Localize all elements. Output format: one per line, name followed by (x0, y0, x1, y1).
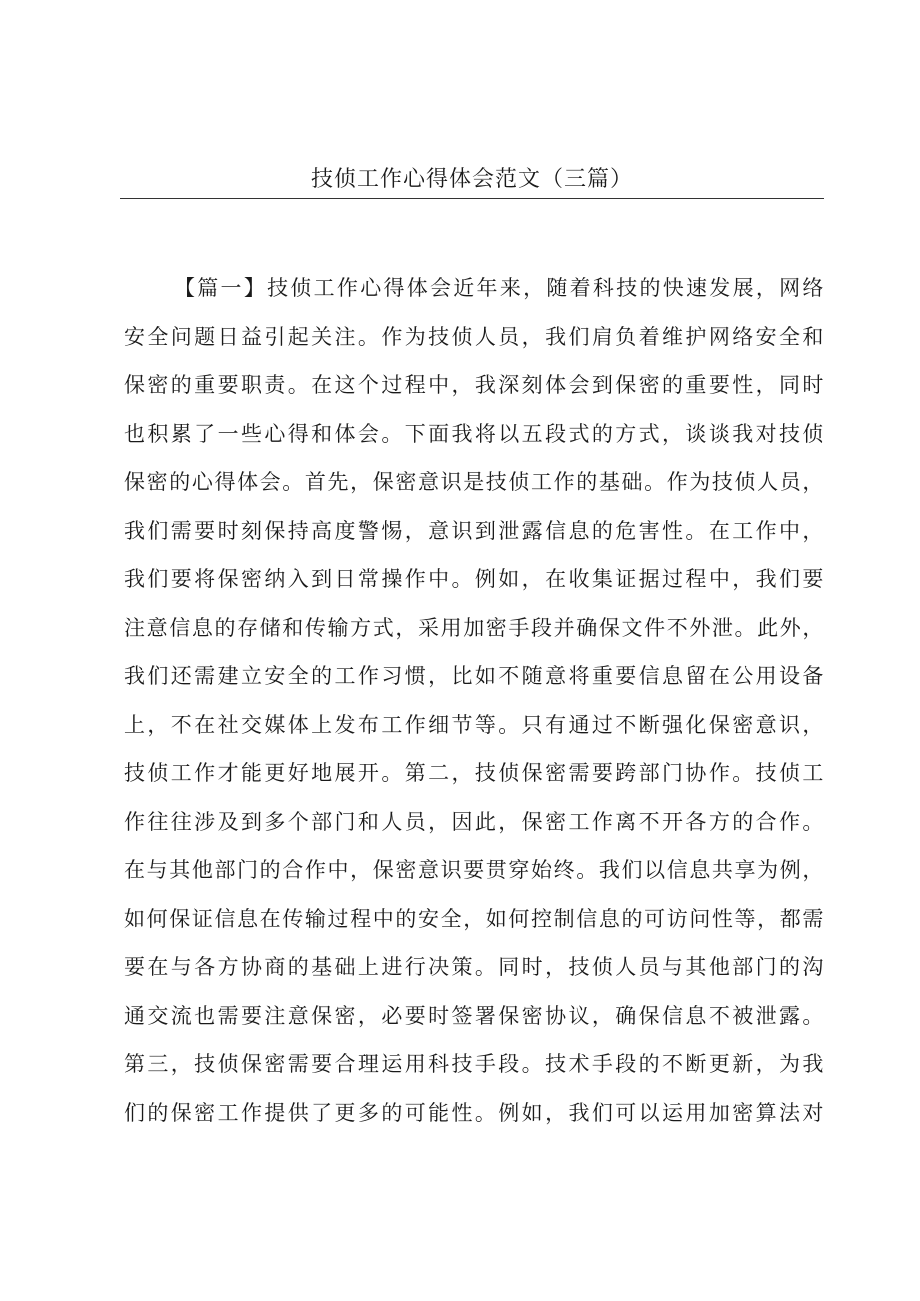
body-line: 也积累了一些心得和体会。下面我将以五段式的方式，谈谈我对技侦 (124, 421, 824, 446)
body-line: 【篇一】技侦工作心得体会近年来，随着科技的快速发展，网络 (174, 276, 824, 300)
body-line: 安全问题日益引起关注。作为技侦人员，我们肩负着维护网络安全和 (124, 324, 824, 349)
body-line: 们的保密工作提供了更多的可能性。例如，我们可以运用加密算法对 (124, 1100, 824, 1125)
document-body (124, 264, 824, 1137)
body-line: 上，不在社交媒体上发布工作细节等。只有通过不断强化保密意识， (124, 712, 824, 737)
body-line: 通交流也需要注意保密，必要时签署保密协议，确保信息不被泄露。 (124, 1003, 824, 1028)
body-line: 第三，技侦保密需要合理运用科技手段。技术手段的不断更新，为我 (124, 1052, 824, 1076)
body-line: 技侦工作才能更好地展开。第二，技侦保密需要跨部门协作。技侦工 (124, 761, 824, 785)
body-line: 要在与各方协商的基础上进行决策。同时，技侦人员与其他部门的沟 (124, 955, 824, 979)
document-title: 技侦工作心得体会范文（三篇） (310, 167, 633, 192)
title-underline (120, 198, 824, 199)
body-line: 我们还需建立安全的工作习惯，比如不随意将重要信息留在公用设备 (124, 664, 824, 688)
body-line: 如何保证信息在传输过程中的安全，如何控制信息的可访问性等，都需 (124, 906, 824, 931)
body-line: 作往往涉及到多个部门和人员，因此，保密工作离不开各方的合作。 (124, 809, 824, 834)
body-line: 注意信息的存储和传输方式，采用加密手段并确保文件不外泄。此外， (124, 615, 824, 640)
body-line: 我们要将保密纳入到日常操作中。例如，在收集证据过程中，我们要 (124, 567, 824, 591)
body-line: 保密的重要职责。在这个过程中，我深刻体会到保密的重要性，同时 (124, 373, 824, 397)
body-line: 我们需要时刻保持高度警惕，意识到泄露信息的危害性。在工作中， (124, 518, 824, 543)
body-line: 在与其他部门的合作中，保密意识要贯穿始终。我们以信息共享为例， (124, 858, 824, 882)
body-line: 保密的心得体会。首先，保密意识是技侦工作的基础。作为技侦人员， (124, 470, 824, 494)
